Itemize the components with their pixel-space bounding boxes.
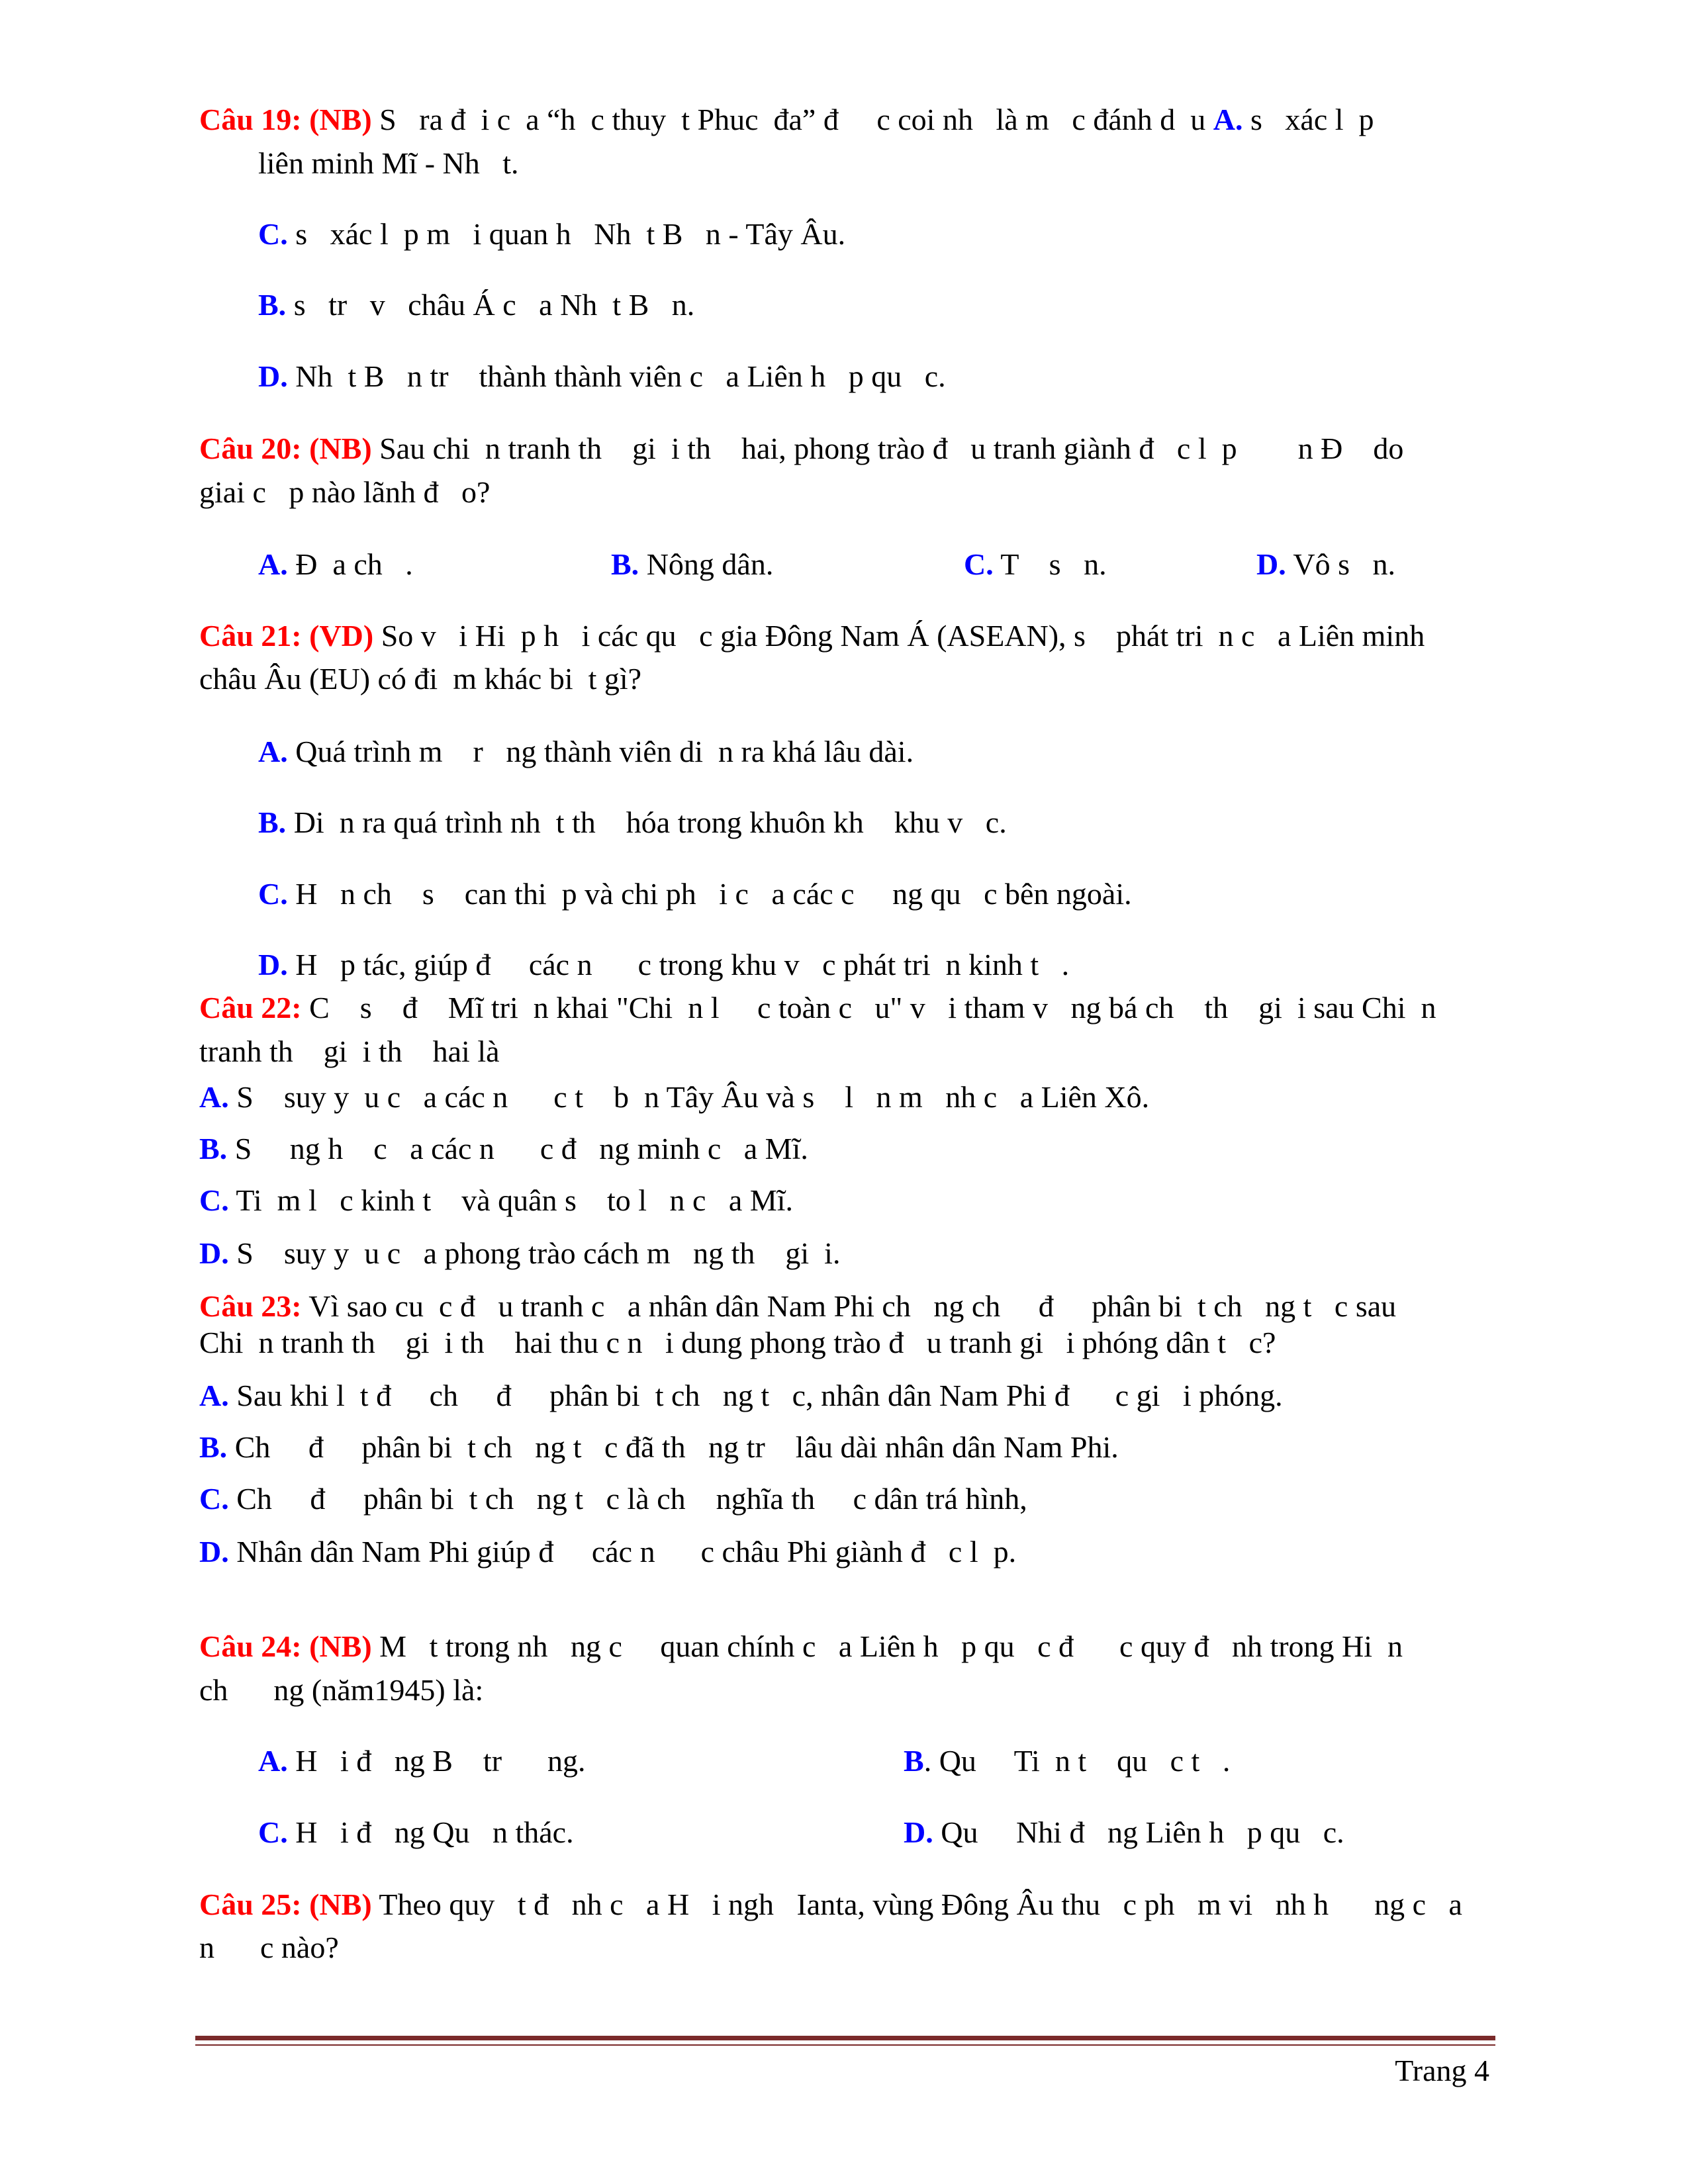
option-a — [258, 1741, 586, 1781]
option-text: S suy y u c a các n c t b n Tây Âu và s l n m nh c a Liên Xô. — [228, 1080, 1150, 1114]
option-d — [258, 357, 946, 396]
question-21-line-2: châu Âu (EU) có đi m khác bi t gì? — [199, 662, 642, 696]
option-label: D. — [904, 1815, 933, 1849]
option-text: Vô s n. — [1286, 547, 1396, 581]
option-a — [199, 1376, 1283, 1416]
option-c — [258, 874, 1132, 914]
question-20-line-1 — [199, 429, 1403, 469]
option-text: S suy y u c a phong trào cách m ng th gi i. — [228, 1236, 841, 1270]
option-text: . Qu Ti n t qu c t . — [923, 1744, 1231, 1778]
option-label: A. — [199, 1379, 229, 1412]
option-label: B. — [258, 805, 287, 839]
footer-rule-thin — [195, 2044, 1495, 2046]
option-c — [258, 1813, 574, 1852]
option-label: C. — [964, 547, 994, 581]
question-text: Vì sao cu c đ u tranh c a nhân dân Nam Phi ch ng ch đ phân bi t ch ng t c sau — [301, 1289, 1397, 1323]
option-d — [258, 945, 1069, 985]
question-23-line-2: Chi n tranh th gi i th hai thu c n i dung phong trào đ u tranh gi i phóng dân t c? — [199, 1326, 1276, 1359]
option-d — [199, 1532, 1016, 1572]
option-text: Ch đ phân bi t ch ng t c là ch nghĩa th c dân trá hình, — [228, 1482, 1027, 1516]
option-c — [199, 1479, 1027, 1519]
option-d — [1256, 545, 1395, 584]
question-21-line-1 — [199, 616, 1425, 656]
question-text: Theo quy t đ nh c a H i ngh Ianta, vùng Đông Âu thu c ph m vi nh h ng c a — [371, 1888, 1462, 1921]
question-20-line-2: giai c p nào lãnh đ o? — [199, 475, 491, 509]
option-label: A. — [1213, 103, 1243, 136]
option-text: Ch đ phân bi t ch ng t c đã th ng tr lâu dài nhân dân Nam Phi. — [227, 1430, 1119, 1464]
question-text: Sau chi n tranh th gi i th hai, phong trào đ u tranh giành đ c l p n Đ do — [371, 432, 1404, 465]
option-b — [258, 285, 694, 325]
option-text: Ti m l c kinh t và quân s to l n c a Mĩ. — [228, 1183, 794, 1217]
option-text: H i đ ng B tr ng. — [287, 1744, 586, 1778]
option-c — [199, 1181, 793, 1220]
option-text: s tr v châu Á c a Nh t B n. — [286, 288, 695, 322]
question-19-line-1 — [199, 100, 1374, 140]
option-text: Đ a ch . — [287, 547, 413, 581]
question-text: C s đ Mĩ tri n khai "Chi n l c toàn c u" v i tham v ng bá ch th gi i sau Chi n — [301, 991, 1436, 1024]
option-label: B — [904, 1744, 924, 1778]
option-b — [199, 1129, 808, 1169]
question-label: Câu 21: (VD) — [199, 619, 374, 653]
option-label: A. — [258, 1744, 288, 1778]
page-number: Trang 4 — [1395, 2054, 1489, 2087]
option-label: D. — [199, 1236, 229, 1270]
option-text: Di n ra quá trình nh t th hóa trong khuôn kh khu v c. — [286, 805, 1007, 839]
question-23-line-1 — [199, 1287, 1396, 1326]
option-label: A. — [199, 1080, 229, 1114]
option-label: A. — [258, 735, 288, 768]
question-19-line-2: liên minh Mĩ - Nh t. — [258, 146, 519, 180]
option-label: D. — [1256, 547, 1286, 581]
option-text: H i đ ng Qu n thác. — [287, 1815, 574, 1849]
question-label: Câu 23: — [199, 1289, 302, 1323]
option-text: Nông dân. — [639, 547, 774, 581]
option-label: C. — [258, 1815, 288, 1849]
option-label: C. — [199, 1482, 229, 1516]
option-text: H n ch s can thi p và chi ph i c a các c ng qu c bên ngoài. — [287, 877, 1132, 911]
option-label: B. — [199, 1430, 228, 1464]
option-text: Qu Nhi đ ng Liên h p qu c. — [933, 1815, 1344, 1849]
question-label: Câu 20: (NB) — [199, 432, 372, 465]
footer-rule-thick — [195, 2036, 1495, 2040]
question-text: So v i Hi p h i các qu c gia Đông Nam Á (ASEAN), s phát tri n c a Liên minh — [373, 619, 1425, 653]
question-text: S ra đ i c a “h c thuy t Phuc đa” đ c coi nh là m c đánh d u — [371, 103, 1213, 136]
option-text: H p tác, giúp đ các n c trong khu v c phát tri n kinh t . — [287, 948, 1070, 981]
option-b — [611, 545, 773, 584]
question-25-line-1 — [199, 1885, 1462, 1925]
option-b — [199, 1428, 1119, 1467]
option-label: D. — [199, 1535, 229, 1569]
option-label: B. — [258, 288, 287, 322]
option-text: s xác l p m i quan h Nh t B n - Tây Âu. — [287, 217, 846, 251]
question-label: Câu 19: (NB) — [199, 103, 372, 136]
option-text: Quá trình m r ng thành viên di n ra khá lâu dài. — [287, 735, 914, 768]
option-text: S ng h c a các n c đ ng minh c a Mĩ. — [227, 1132, 808, 1165]
option-b — [904, 1741, 1230, 1781]
option-c — [258, 214, 845, 254]
option-label: A. — [258, 547, 288, 581]
option-text: s xác l p — [1243, 103, 1374, 136]
question-text: M t trong nh ng c quan chính c a Liên h p qu c đ c quy đ nh trong Hi n — [371, 1629, 1403, 1663]
option-text: T s n. — [993, 547, 1107, 581]
option-a — [199, 1077, 1149, 1117]
question-label: Câu 25: (NB) — [199, 1888, 372, 1921]
option-label: D. — [258, 359, 288, 393]
question-24-line-1 — [199, 1627, 1403, 1666]
option-label: C. — [258, 217, 288, 251]
option-label: B. — [611, 547, 639, 581]
question-label: Câu 22: — [199, 991, 302, 1024]
question-24-line-2: ch ng (năm1945) là: — [199, 1673, 484, 1707]
option-a — [258, 545, 413, 584]
option-c — [964, 545, 1107, 584]
question-25-line-2: n c nào? — [199, 1931, 339, 1964]
question-22-line-2: tranh th gi i th hai là — [199, 1034, 500, 1068]
option-label: C. — [258, 877, 288, 911]
option-text: Nh t B n tr thành thành viên c a Liên h p qu c. — [287, 359, 946, 393]
question-22-line-1 — [199, 988, 1436, 1028]
option-a — [258, 732, 914, 772]
option-label: B. — [199, 1132, 228, 1165]
option-text: Nhân dân Nam Phi giúp đ các n c châu Phi giành đ c l p. — [228, 1535, 1017, 1569]
option-d — [904, 1813, 1344, 1852]
question-label: Câu 24: (NB) — [199, 1629, 372, 1663]
option-text: Sau khi l t đ ch đ phân bi t ch ng t c, nhân dân Nam Phi đ c gi i phóng. — [228, 1379, 1283, 1412]
option-label: C. — [199, 1183, 229, 1217]
option-label: D. — [258, 948, 288, 981]
option-d — [199, 1234, 840, 1273]
option-b — [258, 803, 1007, 842]
